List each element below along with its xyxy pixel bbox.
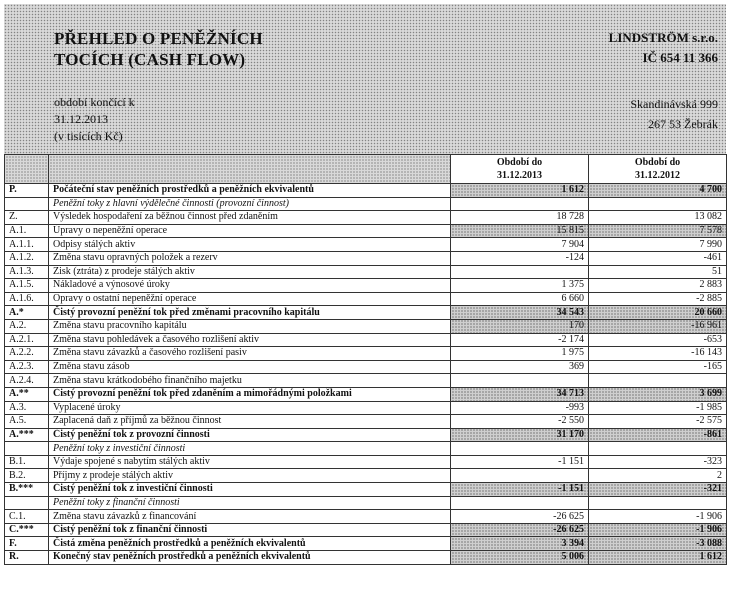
row-code: A.2.1.	[5, 333, 49, 347]
row-value-2013: 34 543	[451, 306, 589, 320]
row-value-2012: -165	[589, 360, 727, 374]
table-row	[5, 455, 727, 469]
company-name: LINDSTRÖM s.r.o.	[608, 30, 718, 45]
row-value-2012: -1 985	[589, 401, 727, 415]
table-row	[5, 279, 727, 293]
table-row	[5, 197, 727, 211]
row-value-2012: -861	[589, 428, 727, 442]
address-block	[630, 94, 718, 134]
cash-flow-table	[4, 154, 727, 565]
row-value-2012: 7 578	[589, 224, 727, 238]
row-code	[5, 442, 49, 456]
row-value-2013	[451, 265, 589, 279]
period-date: 31.12.2013	[54, 112, 108, 126]
row-code: A.2.	[5, 319, 49, 333]
row-code: A.1.1.	[5, 238, 49, 252]
row-value-2012: -3 088	[589, 537, 727, 551]
row-code: A.1.3.	[5, 265, 49, 279]
header-blank-label	[49, 155, 451, 184]
row-value-2013	[451, 442, 589, 456]
row-code: A.1.6.	[5, 292, 49, 306]
row-code: A.2.4.	[5, 374, 49, 388]
table-row	[5, 184, 727, 198]
address-city: 267 53 Žebrák	[648, 117, 718, 131]
row-label: Čistý peněžní tok z finanční činnosti	[49, 523, 451, 537]
row-value-2012: -1 906	[589, 523, 727, 537]
row-value-2012: -461	[589, 251, 727, 265]
row-label: Počáteční stav peněžních prostředků a peněžních ekvivalentů	[49, 184, 451, 198]
row-label: Čistý peněžní tok z provozní činnosti	[49, 428, 451, 442]
row-value-2013: 5 006	[451, 551, 589, 565]
row-value-2013: 34 713	[451, 387, 589, 401]
row-code: F.	[5, 537, 49, 551]
row-label: Změna stavu pohledávek a časového rozlišení aktiv	[49, 333, 451, 347]
row-label: Změna stavu zásob	[49, 360, 451, 374]
statement-title	[54, 28, 263, 70]
row-value-2012: 2	[589, 469, 727, 483]
row-label: Změna stavu závazků z financování	[49, 510, 451, 524]
row-value-2013: -124	[451, 251, 589, 265]
table-row	[5, 374, 727, 388]
row-label: Změna stavu závazků a časového rozlišení pasiv	[49, 347, 451, 361]
column-header-2013	[451, 155, 589, 184]
row-value-2012: 1 612	[589, 551, 727, 565]
table-row	[5, 551, 727, 565]
row-value-2012: -321	[589, 483, 727, 497]
row-code: A.2.2.	[5, 347, 49, 361]
table-row	[5, 496, 727, 510]
table-row	[5, 442, 727, 456]
table-row	[5, 523, 727, 537]
row-value-2012: -16 143	[589, 347, 727, 361]
period-label: období končící k	[54, 95, 135, 109]
row-value-2012: 2 883	[589, 279, 727, 293]
row-value-2012: -323	[589, 455, 727, 469]
table-row	[5, 251, 727, 265]
row-value-2012: -16 961	[589, 319, 727, 333]
table-row	[5, 238, 727, 252]
row-value-2012: -2 575	[589, 415, 727, 429]
row-code: A.3.	[5, 401, 49, 415]
row-label: Konečný stav peněžních prostředků a peněžních ekvivalentů	[49, 551, 451, 565]
row-label: Čistý provozní peněžní tok před zdaněním a mimořádnými položkami	[49, 387, 451, 401]
table-row	[5, 224, 727, 238]
row-label: Výsledek hospodaření za běžnou činnost před zdaněním	[49, 211, 451, 225]
row-value-2012: 51	[589, 265, 727, 279]
table-row	[5, 387, 727, 401]
row-value-2013	[451, 197, 589, 211]
table-row	[5, 469, 727, 483]
row-value-2013: 6 660	[451, 292, 589, 306]
row-value-2013: -26 625	[451, 510, 589, 524]
row-label: Zaplacená daň z příjmů za běžnou činnost	[49, 415, 451, 429]
row-value-2012: -1 906	[589, 510, 727, 524]
row-value-2013: 1 612	[451, 184, 589, 198]
table-row	[5, 428, 727, 442]
row-code: A.1.5.	[5, 279, 49, 293]
row-code: P.	[5, 184, 49, 198]
row-value-2013	[451, 469, 589, 483]
row-value-2012: 7 990	[589, 238, 727, 252]
row-value-2012	[589, 442, 727, 456]
row-value-2013: -1 151	[451, 483, 589, 497]
table-row	[5, 510, 727, 524]
row-label: Odpisy stálých aktiv	[49, 238, 451, 252]
row-code: A.2.3.	[5, 360, 49, 374]
row-code: A.***	[5, 428, 49, 442]
row-value-2012	[589, 496, 727, 510]
row-code: A.1.2.	[5, 251, 49, 265]
row-value-2013: 7 904	[451, 238, 589, 252]
row-label: Úpravy o nepeněžní operace	[49, 224, 451, 238]
row-label: Změna stavu krátkodobého finančního majetku	[49, 374, 451, 388]
row-value-2013: -2 174	[451, 333, 589, 347]
column-header-2012	[589, 155, 727, 184]
row-value-2012: 13 082	[589, 211, 727, 225]
column-header-2012-line1: Období do	[634, 157, 681, 168]
row-value-2012: -2 885	[589, 292, 727, 306]
company-id: IČ 654 11 366	[642, 50, 718, 65]
row-value-2012: 4 700	[589, 184, 727, 198]
row-label: Změna stavu pracovního kapitálu	[49, 319, 451, 333]
table-header-row	[5, 155, 727, 184]
row-code: Z.	[5, 211, 49, 225]
row-value-2013: 31 170	[451, 428, 589, 442]
address-street: Skandinávská 999	[630, 97, 718, 111]
row-value-2013: 170	[451, 319, 589, 333]
row-value-2013: 15 815	[451, 224, 589, 238]
row-label: Příjmy z prodeje stálých aktiv	[49, 469, 451, 483]
row-label: Peněžní toky z finanční činnosti	[49, 496, 451, 510]
row-label: Zisk (ztráta) z prodeje stálých aktiv	[49, 265, 451, 279]
row-code	[5, 197, 49, 211]
row-value-2013: 1 975	[451, 347, 589, 361]
row-code: C.1.	[5, 510, 49, 524]
row-label: Peněžní toky z investiční činnosti	[49, 442, 451, 456]
row-code	[5, 496, 49, 510]
table-row	[5, 306, 727, 320]
table-row	[5, 319, 727, 333]
table-row	[5, 401, 727, 415]
title-line-2: TOCÍCH (CASH FLOW)	[54, 50, 246, 69]
row-value-2012	[589, 374, 727, 388]
table-row	[5, 265, 727, 279]
row-code: B.2.	[5, 469, 49, 483]
row-code: R.	[5, 551, 49, 565]
title-line-1: PŘEHLED O PENĚŽNÍCH	[54, 29, 263, 48]
row-value-2013: 369	[451, 360, 589, 374]
row-code: B.1.	[5, 455, 49, 469]
row-value-2012	[589, 197, 727, 211]
row-value-2013: -26 625	[451, 523, 589, 537]
row-value-2013	[451, 374, 589, 388]
column-header-2013-line2: 31.12.2013	[497, 170, 542, 181]
row-value-2013: 18 728	[451, 211, 589, 225]
row-label: Vyplacené úroky	[49, 401, 451, 415]
row-value-2012: -653	[589, 333, 727, 347]
currency-unit: (v tisících Kč)	[54, 129, 123, 143]
row-label: Čistý provozní peněžní tok před změnami pracovního kapitálu	[49, 306, 451, 320]
row-code: A.1.	[5, 224, 49, 238]
row-code: A.**	[5, 387, 49, 401]
table-row	[5, 211, 727, 225]
row-value-2012: 3 699	[589, 387, 727, 401]
row-label: Peněžní toky z hlavní výdělečné činnosti (provozní činnost)	[49, 197, 451, 211]
row-value-2013: 1 375	[451, 279, 589, 293]
row-code: B.***	[5, 483, 49, 497]
row-value-2013: -1 151	[451, 455, 589, 469]
row-value-2013: -2 550	[451, 415, 589, 429]
row-value-2013	[451, 496, 589, 510]
row-value-2013: -993	[451, 401, 589, 415]
column-header-2012-line2: 31.12.2012	[635, 170, 680, 181]
statement-header	[4, 4, 726, 154]
table-row	[5, 360, 727, 374]
row-code: A.5.	[5, 415, 49, 429]
row-label: Čistá změna peněžních prostředků a peněžních ekvivalentů	[49, 537, 451, 551]
table-row	[5, 483, 727, 497]
row-value-2013: 3 394	[451, 537, 589, 551]
row-label: Opravy o ostatní nepeněžní operace	[49, 292, 451, 306]
company-block	[609, 28, 718, 68]
table-row	[5, 333, 727, 347]
row-label: Změna stavu opravných položek a rezerv	[49, 251, 451, 265]
row-label: Nákladové a výnosové úroky	[49, 279, 451, 293]
table-row	[5, 292, 727, 306]
table-row	[5, 347, 727, 361]
row-label: Čistý peněžní tok z investiční činnosti	[49, 483, 451, 497]
row-code: C.***	[5, 523, 49, 537]
header-blank-code	[5, 155, 49, 184]
table-row	[5, 537, 727, 551]
row-label: Výdaje spojené s nabytím stálých aktiv	[49, 455, 451, 469]
row-value-2012: 20 660	[589, 306, 727, 320]
column-header-2013-line1: Období do	[496, 157, 543, 168]
period-block	[54, 94, 135, 145]
table-row	[5, 415, 727, 429]
row-code: A.*	[5, 306, 49, 320]
